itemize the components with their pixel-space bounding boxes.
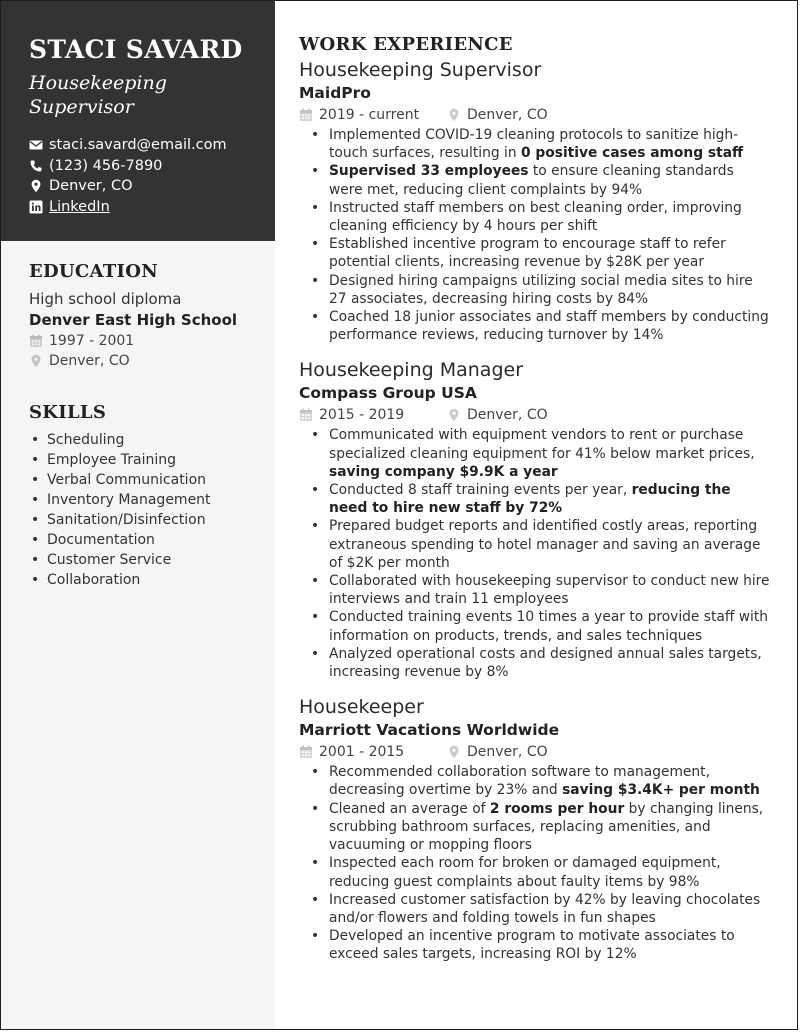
bullet-item xyxy=(311,645,771,681)
location-text: Denver, CO xyxy=(49,178,133,195)
linkedin-link[interactable]: LinkedIn xyxy=(49,198,110,215)
bullet-item xyxy=(311,517,771,572)
calendar-icon xyxy=(299,408,313,422)
bullet-text: Analyzed operational costs and designed annual sales targets, increasing revenue by 8% xyxy=(329,645,762,681)
bullet-highlight: Supervised 33 employees xyxy=(329,163,529,180)
skill-item: • Scheduling xyxy=(31,430,255,450)
phone-text: (123) 456-7890 xyxy=(49,157,163,174)
education-dates-row xyxy=(29,331,255,351)
job-bullets xyxy=(299,763,771,963)
bullet-text: Cleaned an average of xyxy=(329,800,490,817)
bullet-item xyxy=(311,235,771,271)
job-bullets xyxy=(299,426,771,681)
skill-item: • Sanitation/Disinfection xyxy=(31,510,255,530)
education-dates: 1997 - 2001 xyxy=(49,333,135,349)
education-school: Denver East High School xyxy=(29,311,238,329)
bullet-item xyxy=(311,308,771,344)
phone-icon xyxy=(29,159,43,173)
map-pin-icon xyxy=(447,745,461,759)
bullet-item xyxy=(311,927,771,963)
bullet-text: to ensure cleaning standards were met, reducing client complaints by 94% xyxy=(329,163,734,198)
job-entry xyxy=(299,695,771,963)
job-meta xyxy=(299,742,771,762)
job-location: Denver, CO xyxy=(467,107,548,123)
bullet-item xyxy=(311,854,771,890)
bullet-item xyxy=(311,763,771,799)
bullet-text: Conducted training events 10 times a year to provide staff with information on products, trends, and sales techniques xyxy=(329,609,768,644)
skill-item: • Employee Training xyxy=(31,450,255,470)
job-entry xyxy=(299,58,771,344)
job-location: Denver, CO xyxy=(467,744,548,761)
bullet-highlight: 0 positive cases among staff xyxy=(520,145,744,162)
bullet-item xyxy=(311,272,771,308)
skill-item: • Inventory Management xyxy=(31,490,255,510)
bullet-text: Established incentive program to encourage staff to refer potential clients, increasing revenue by $28K per year xyxy=(329,236,726,271)
bullet-item xyxy=(311,800,771,855)
skill-item: • Collaboration xyxy=(31,570,255,590)
skills-section xyxy=(29,402,255,590)
candidate-name: STACI SAVARD xyxy=(29,35,243,64)
job-bullets xyxy=(299,126,771,344)
company-name: MaidPro xyxy=(299,84,371,102)
education-location-row xyxy=(29,351,255,371)
bullet-text: Designed hiring campaigns utilizing social media sites to hire 27 associates, decreasing hiring costs by 84% xyxy=(329,272,753,307)
bullet-text: Prepared budget reports and identified costly areas, reporting extraneous spending to hotel manager and saving an average of $2K per month xyxy=(329,518,761,571)
company-name: Compass Group USA xyxy=(299,384,477,403)
skill-item: • Documentation xyxy=(31,530,255,550)
bullet-item xyxy=(311,126,771,162)
bullet-item xyxy=(311,572,771,608)
bullet-text: Increased customer satisfaction by 42% by leaving chocolates and/or flowers and folding towels in fun shapes xyxy=(329,891,761,926)
envelope-icon xyxy=(29,138,43,152)
calendar-icon xyxy=(29,334,43,348)
bullet-item xyxy=(311,608,771,644)
contact-linkedin[interactable] xyxy=(29,197,255,218)
skills-list xyxy=(29,430,255,590)
bullet-item xyxy=(311,162,771,198)
bullet-highlight: saving company $9.9K a year xyxy=(329,463,558,480)
bullet-highlight: reducing the need to hire new staff by 72% xyxy=(329,482,731,517)
contact-email[interactable] xyxy=(29,135,255,156)
map-pin-icon xyxy=(447,408,461,422)
education-degree: High school diploma xyxy=(29,290,182,308)
skill-item: • Customer Service xyxy=(31,550,255,570)
skills-title: SKILLS xyxy=(29,402,107,423)
bullet-item xyxy=(311,426,771,481)
bullet-text: Inspected each room for broken or damaged equipment, reducing guest complaints about faulty items by 98% xyxy=(329,855,721,890)
sidebar xyxy=(1,1,275,1029)
job-title: Housekeeping Manager xyxy=(299,359,524,382)
bullet-text: Communicated with equipment vendors to rent or purchase specialized cleaning equipment for 41% below market prices, xyxy=(329,427,755,462)
bullet-highlight: 2 rooms per hour xyxy=(489,800,625,817)
job-title: Housekeeper xyxy=(299,696,424,719)
skill-item: • Verbal Communication xyxy=(31,470,255,490)
education-title: EDUCATION xyxy=(29,261,158,282)
job-meta xyxy=(299,105,771,125)
company-name: Marriott Vacations Worldwide xyxy=(299,721,560,740)
jobs-list xyxy=(299,58,771,964)
job-title: Housekeeping Supervisor xyxy=(299,59,542,81)
experience-title: WORK EXPERIENCE xyxy=(299,34,513,55)
map-pin-icon xyxy=(447,108,461,122)
bullet-text: Collaborated with housekeeping supervisor to conduct new hire interviews and train 11 employees xyxy=(329,573,770,608)
map-pin-icon xyxy=(29,179,43,193)
calendar-icon xyxy=(299,745,313,759)
email-text: staci.savard@email.com xyxy=(49,137,227,154)
header-block xyxy=(1,1,275,241)
job-dates: 2019 - current xyxy=(319,107,420,123)
main-column xyxy=(275,1,797,1029)
job-location: Denver, CO xyxy=(467,407,548,424)
bullet-item xyxy=(311,891,771,927)
education-section xyxy=(29,261,255,371)
bullet-item xyxy=(311,199,771,235)
bullet-text: Developed an incentive program to motivate associates to exceed sales targets, increasing ROI by 12% xyxy=(329,928,735,963)
map-pin-icon xyxy=(29,354,43,368)
bullet-text: by changing linens, scrubbing bathroom surfaces, replacing amenities, and vacuuming or mopping floors xyxy=(329,800,764,854)
sidebar-body xyxy=(1,241,275,590)
candidate-role: Housekeeping Supervisor xyxy=(29,72,167,118)
contact-list xyxy=(29,135,255,217)
linkedin-icon xyxy=(29,200,43,214)
contact-location xyxy=(29,176,255,197)
job-dates: 2015 - 2019 xyxy=(319,407,405,424)
bullet-highlight: saving $3.4K+ per month xyxy=(562,782,760,799)
bullet-text: Implemented COVID-19 cleaning protocols to sanitize high-touch surfaces, resulting in xyxy=(329,127,739,162)
job-meta xyxy=(299,405,771,425)
contact-phone[interactable] xyxy=(29,156,255,177)
calendar-icon xyxy=(299,108,313,122)
bullet-text: Instructed staff members on best cleaning order, improving cleaning efficiency by 4 hours per shift xyxy=(329,199,742,235)
education-location: Denver, CO xyxy=(49,353,130,369)
bullet-text: Conducted 8 staff training events per year, xyxy=(329,482,632,499)
job-entry xyxy=(299,358,771,681)
bullet-text: Coached 18 junior associates and staff members by conducting performance reviews, reducing turnover by 14% xyxy=(329,309,769,344)
bullet-text: Recommended collaboration software to management, decreasing overtime by 23% and xyxy=(329,764,710,799)
job-dates: 2001 - 2015 xyxy=(319,744,405,761)
bullet-item xyxy=(311,481,771,517)
